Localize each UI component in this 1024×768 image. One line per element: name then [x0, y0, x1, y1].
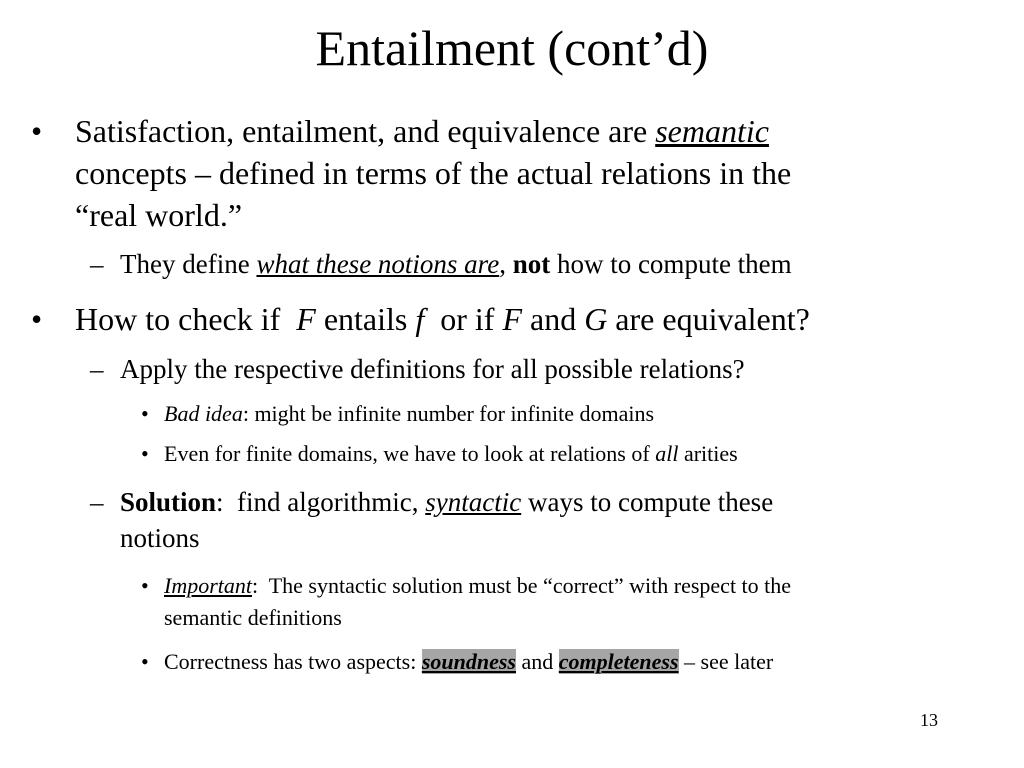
emphasis-solution: Solution	[120, 487, 217, 517]
subsubbullet-bad-idea	[141, 398, 655, 430]
formula-f: f	[415, 301, 425, 337]
subsubbullet-correctness	[141, 646, 774, 678]
bullet-text: arities	[678, 441, 738, 466]
dash-marker: –	[90, 354, 104, 384]
emphasis-soundness: soundness	[421, 649, 516, 674]
slide-title: Entailment (cont’d)	[315, 20, 709, 76]
bullet-text: and	[521, 301, 585, 337]
bullet-line	[164, 398, 654, 430]
emphasis-important: Important	[164, 573, 252, 598]
bullet-text: ways to compute these	[521, 487, 774, 517]
bullet-marker: •	[31, 113, 43, 149]
bullet-text: Satisfaction, entailment, and equivalence are	[75, 113, 656, 149]
bullet-line	[75, 110, 791, 152]
bullet-line	[120, 484, 773, 520]
bullet-text: Even for finite domains, we have to look at relations of	[164, 441, 656, 466]
bullet-line	[120, 246, 792, 282]
bullet-text: or if	[424, 301, 503, 337]
bullet-marker: •	[31, 301, 43, 337]
bullet-line: “real world.”	[75, 197, 243, 233]
bullet-text: and	[515, 649, 559, 674]
subsubbullet-finite-domains	[141, 438, 738, 470]
bullet-text: entails	[315, 301, 416, 337]
bullet-line	[75, 298, 810, 340]
bullet-how-to-check	[31, 298, 810, 340]
bullet-text: : The syntactic solution must be “correct” with respect to the	[252, 573, 792, 598]
bullet-text: : find algorithmic,	[216, 487, 426, 517]
bullet-text: How to check if	[75, 301, 297, 337]
bullet-line	[164, 646, 773, 678]
dash-marker: –	[90, 249, 104, 279]
subbullet-solution	[90, 484, 774, 556]
bullet-semantic-concepts	[31, 110, 792, 236]
bullet-marker: •	[141, 441, 149, 466]
subbullet-define-notions	[90, 246, 792, 282]
bullet-text: how to compute them	[550, 249, 792, 279]
emphasis-bad-idea: Bad idea	[164, 401, 243, 426]
bullet-marker: •	[141, 401, 149, 426]
bullet-line	[164, 570, 791, 602]
bullet-line: concepts – defined in terms of the actual relations in the	[75, 155, 792, 191]
bullet-line: notions	[120, 523, 200, 553]
bullet-text: Correctness has two aspects:	[164, 649, 422, 674]
subbullet-apply-definitions	[90, 351, 745, 387]
bullet-line: semantic definitions	[164, 605, 342, 630]
page-number: 13	[920, 710, 938, 730]
emphasis-semantic: semantic	[655, 113, 769, 149]
emphasis-what-these-notions-are: what these notions are	[256, 249, 500, 279]
emphasis-syntactic: syntactic	[425, 487, 522, 517]
formula-G: G	[584, 301, 608, 337]
bullet-text: are equivalent?	[607, 301, 810, 337]
subsubbullet-important	[141, 570, 792, 634]
bullet-line: Apply the respective definitions for all possible relations?	[120, 354, 745, 384]
emphasis-all: all	[655, 441, 679, 466]
bullet-marker: •	[141, 573, 149, 598]
bullet-text: They define	[120, 249, 257, 279]
emphasis-not: not	[512, 249, 551, 279]
dash-marker: –	[90, 487, 104, 517]
bullet-text: : might be infinite number for infinite domains	[242, 401, 655, 426]
formula-F: F	[296, 301, 316, 337]
emphasis-completeness: completeness	[558, 649, 679, 674]
bullet-text: ,	[499, 249, 513, 279]
bullet-marker: •	[141, 649, 149, 674]
bullet-text: – see later	[678, 649, 774, 674]
bullet-line	[164, 438, 738, 470]
formula-F: F	[502, 301, 522, 337]
